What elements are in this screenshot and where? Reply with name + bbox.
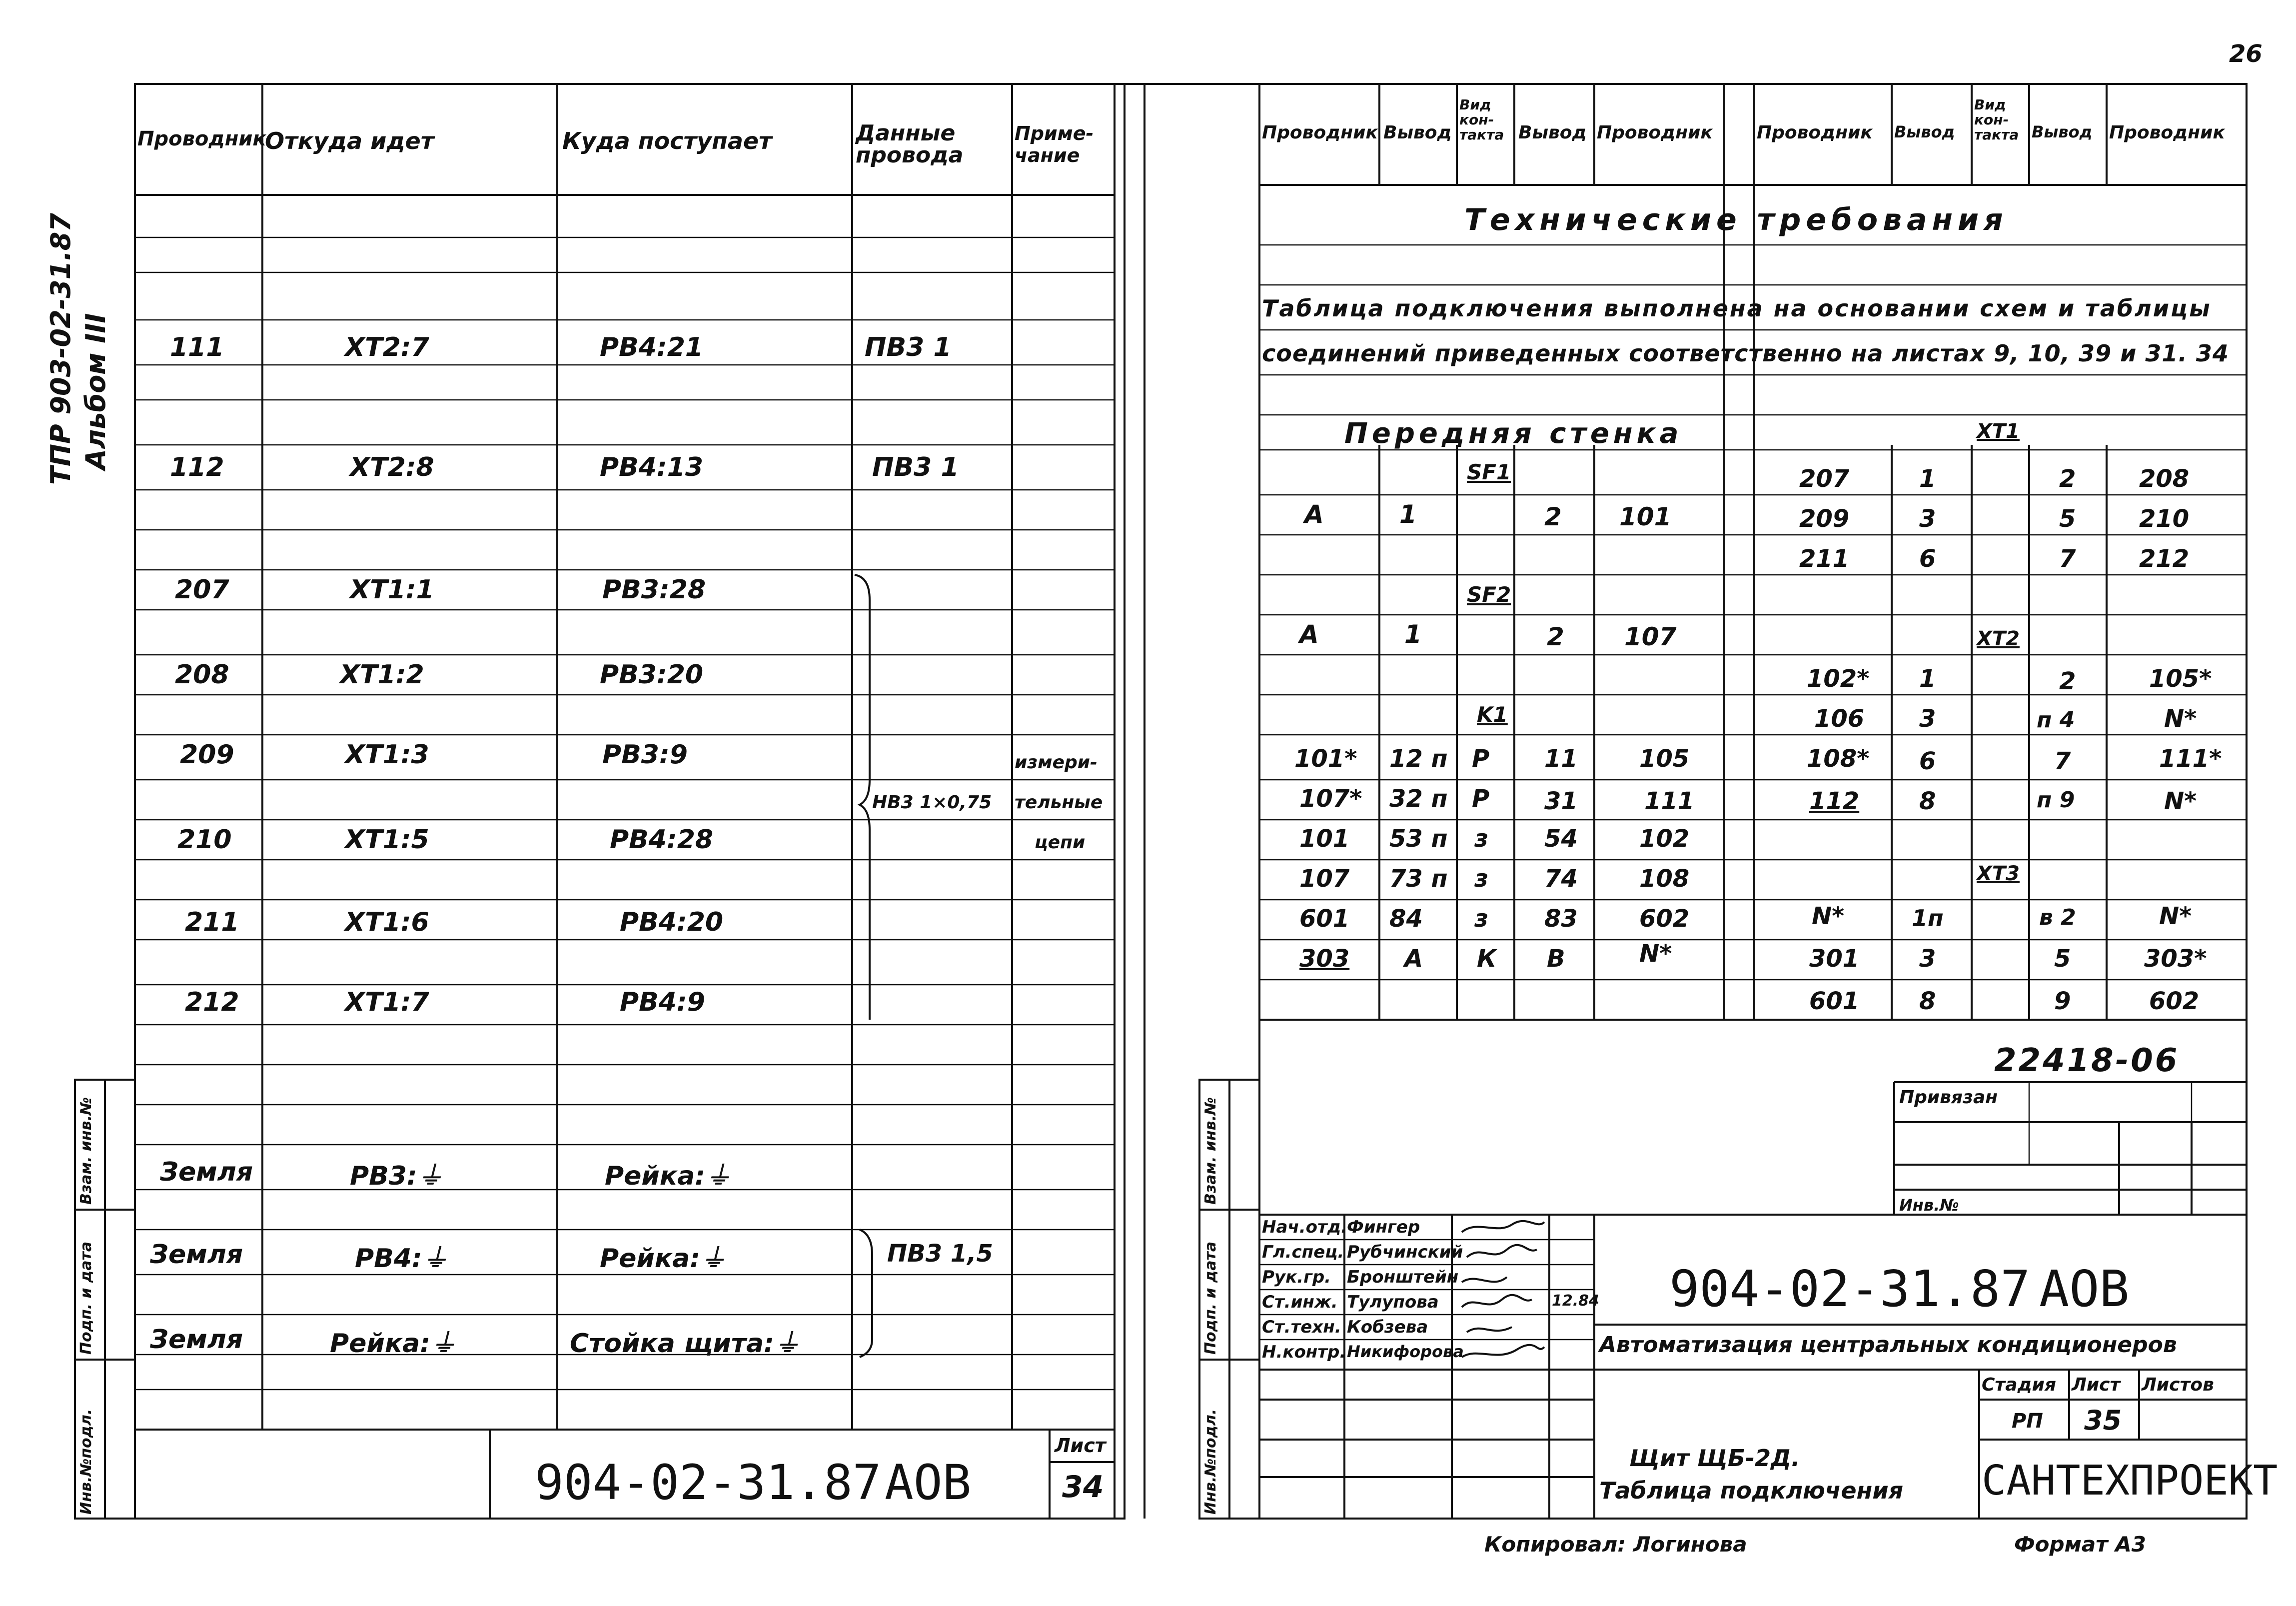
table-cell: 112 (1809, 787, 1860, 815)
table-cell: 212 (185, 987, 239, 1017)
table-cell: 73 п (1389, 865, 1448, 893)
role-label: Ст.техн. (1262, 1317, 1341, 1337)
table-cell: з (1474, 905, 1488, 933)
table-cell: 111* (2159, 745, 2222, 773)
table-cell: 1 (1919, 465, 1936, 493)
table-cell: 3 (1919, 945, 1936, 973)
table-cell: В (1547, 945, 1565, 973)
header-wire-data: Данные провода (856, 120, 964, 168)
organization-name: САНТЕХПРОЕКТ (1982, 1457, 2278, 1505)
table-cell: Р (1472, 745, 1490, 773)
table-cell: N* (2164, 705, 2197, 733)
table-cell: 102* (1807, 665, 1870, 693)
left-stamp-sheet-label: Лист (1055, 1435, 1106, 1457)
table-cell: PB3:⏚ (350, 1161, 443, 1191)
table-cell: N* (2159, 902, 2192, 930)
tech-text-line2: соединений приведенных соответственно на листах 9, 10, 39 и 31. 34 (1262, 340, 2229, 367)
header-from: Откуда идет (265, 127, 434, 154)
table-cell: Земля (150, 1240, 243, 1270)
table-cell: 5 (2059, 505, 2076, 533)
rh-col-2: Вывод (1383, 122, 1452, 143)
left-stamp-sheet-number: 34 (1062, 1470, 1104, 1505)
table-cell: 9 (2054, 987, 2071, 1015)
group-wire-note: тельные (1015, 792, 1103, 813)
table-cell: 3 (1919, 705, 1936, 733)
table-cell: Земля (150, 1325, 243, 1355)
table-cell: 209 (1799, 505, 1850, 533)
tech-text-line1: Таблица подключения выполнена на основании схем и таблицы (1262, 295, 2212, 322)
table-cell: PB3:9 (602, 740, 688, 770)
table-cell: 108* (1807, 745, 1870, 773)
left-stamp-code: 904-02-31.87 (535, 1455, 882, 1511)
table-cell: 105 (1639, 745, 1690, 773)
sheet-value: 35 (2084, 1405, 2122, 1436)
inv-label: Инв.№ (1899, 1196, 1959, 1215)
table-cell: 2 (2059, 667, 2076, 695)
rh-col-5: Проводник (1597, 122, 1713, 143)
table-cell: 54 (1544, 825, 1578, 853)
table-cell: XT1:7 (345, 987, 429, 1017)
tech-requirements-title: Технические требования (1464, 202, 2008, 237)
table-cell: п 9 (2037, 787, 2075, 813)
person-name: Кобзева (1347, 1317, 1428, 1337)
table-cell: 211 (1799, 545, 1850, 573)
table-cell: Земля (160, 1157, 253, 1187)
table-cell: PB4:20 (620, 907, 724, 937)
doc-title-line1: Щит ЩБ-2Д. (1629, 1445, 1800, 1472)
table-cell: 1 (1404, 620, 1422, 649)
table-cell: 2 (1547, 622, 1564, 651)
person-name: Тулупова (1347, 1292, 1439, 1312)
table-cell: 112 (170, 452, 224, 482)
rh-col-8: Вид кон- такта (1974, 96, 2019, 143)
stage-value: РП (2012, 1410, 2043, 1433)
front-wall-title: Передняя стенка (1344, 417, 1683, 450)
table-cell: 208 (2139, 465, 2190, 493)
table-cell: 602 (2149, 987, 2200, 1015)
table-cell: 2 (1544, 502, 1562, 531)
role-label: Н.контр. (1262, 1342, 1346, 1362)
stamp-label-replace-right: Взам. инв.№ (1202, 1097, 1219, 1205)
person-name: Бронштейн (1347, 1267, 1459, 1287)
table-cell: 601 (1299, 905, 1350, 933)
stamp-label-inv: Инв.№подл. (77, 1409, 95, 1515)
table-cell: з (1474, 825, 1488, 853)
label-xt3: XT3 (1977, 862, 2020, 885)
table-cell: 207 (175, 575, 229, 605)
table-cell: 601 (1809, 987, 1860, 1015)
sheet-label: Лист (2072, 1375, 2121, 1395)
rh-col-9: Вывод (2032, 122, 2093, 141)
table-cell: 8 (1919, 787, 1936, 815)
table-cell: XT2:7 (345, 332, 429, 362)
rh-col-4: Вывод (1518, 122, 1587, 143)
table-cell: 208 (175, 660, 229, 690)
table-cell: 74 (1544, 865, 1578, 893)
person-name: Рубчинский (1347, 1242, 1463, 1262)
table-cell: N* (1639, 940, 1672, 968)
table-cell: XT1:2 (340, 660, 424, 690)
table-cell: А (1404, 945, 1423, 973)
stamp-label-sign: Подп. и дата (77, 1241, 95, 1355)
title-code: 904-02-31.87 (1669, 1260, 2031, 1318)
page-number: 26 (2229, 40, 2263, 68)
table-cell: PB4:13 (600, 452, 704, 482)
table-cell: 3 (1919, 505, 1936, 533)
bound-label: Привязан (1899, 1087, 1998, 1108)
role-label: Ст.инж. (1262, 1292, 1338, 1312)
table-cell: 210 (177, 825, 232, 855)
table-cell: 209 (180, 740, 234, 770)
table-cell: ПВ3 1 (865, 332, 952, 362)
table-cell: 2 (2059, 465, 2076, 493)
side-label-line1: ТПР 903-02-31.87 (45, 213, 76, 485)
table-cell: в 2 (2039, 905, 2076, 930)
table-cell: 212 (2139, 545, 2190, 573)
rh-col-1: Проводник (1262, 122, 1378, 143)
table-cell: ПВ3 1 (872, 452, 959, 482)
table-cell: измери- (1015, 752, 1098, 773)
table-cell: 1п (1912, 905, 1944, 932)
table-cell: 83 (1544, 905, 1578, 933)
table-cell: 7 (2054, 747, 2071, 775)
label-k1: K1 (1477, 702, 1508, 727)
rh-col-7: Вывод (1894, 122, 1955, 141)
table-cell: Рейка:⏚ (600, 1244, 726, 1274)
table-cell: XT1:1 (350, 575, 434, 605)
left-stamp-suffix: АОВ (885, 1455, 972, 1511)
label-sf2: SF2 (1467, 582, 1511, 607)
table-cell: 101 (1299, 825, 1350, 853)
table-cell: PB4:⏚ (355, 1244, 448, 1274)
table-cell: з (1474, 865, 1488, 893)
order-number: 22418-06 (1994, 1042, 2180, 1079)
table-cell: 6 (1919, 747, 1936, 775)
table-cell: 84 (1389, 905, 1423, 933)
format-label: Формат А3 (2014, 1532, 2146, 1557)
rh-col-6: Проводник (1757, 122, 1873, 143)
table-cell: 107* (1299, 785, 1362, 813)
label-sf1: SF1 (1467, 460, 1511, 484)
table-cell: 303* (2144, 945, 2207, 973)
stamp-label-replace: Взам. инв.№ (77, 1097, 95, 1205)
table-cell: XT1:6 (345, 907, 429, 937)
table-cell: XT1:5 (345, 825, 429, 855)
table-cell: 1 (1919, 665, 1936, 693)
header-conductor: Проводник (137, 127, 266, 150)
table-cell: 107 (1624, 622, 1677, 651)
label-xt1: XT1 (1977, 420, 2020, 443)
table-cell: PB4:21 (600, 332, 704, 362)
table-cell: ПВ3 1,5 (887, 1240, 993, 1268)
table-cell: PB4:28 (610, 825, 714, 855)
table-cell: A (1304, 500, 1324, 529)
role-label: Гл.спец. (1262, 1242, 1344, 1262)
table-cell: 6 (1919, 545, 1936, 573)
table-cell: 101 (1619, 502, 1672, 531)
doc-title-line2: Таблица подключения (1599, 1477, 1904, 1504)
rh-col-3: Вид кон- такта (1459, 96, 1504, 143)
copied-by: Копировал: Логинова (1484, 1532, 1747, 1557)
table-cell: 7 (2059, 545, 2076, 573)
table-cell: XT2:8 (350, 452, 434, 482)
header-note: Приме- чание (1015, 122, 1094, 166)
table-cell: Р (1472, 785, 1490, 813)
rh-col-10: Проводник (2109, 122, 2225, 143)
role-label: Рук.гр. (1262, 1267, 1331, 1287)
title-suffix: АОВ (2039, 1260, 2130, 1318)
table-cell: 107 (1299, 865, 1350, 893)
table-cell: 12 п (1389, 745, 1448, 773)
table-cell: цепи (1035, 832, 1086, 853)
stamp-label-sign-right: Подп. и дата (1202, 1241, 1219, 1355)
sign-date: 12.84 (1552, 1292, 1599, 1310)
table-cell: Рейка:⏚ (605, 1161, 731, 1191)
side-label-line2: Альбом III (80, 313, 111, 470)
person-name: Никифорова (1347, 1342, 1464, 1361)
table-cell: 31 (1544, 787, 1578, 815)
table-cell: 303 (1299, 945, 1350, 973)
table-cell: 8 (1919, 987, 1936, 1015)
table-cell: XT1:3 (345, 740, 429, 770)
table-cell: N* (2164, 787, 2197, 815)
table-cell: 108 (1639, 865, 1690, 893)
table-cell: N* (1812, 902, 1845, 930)
table-cell: 53 п (1389, 825, 1448, 853)
table-cell: 11 (1544, 745, 1578, 773)
stamp-label-inv-right: Инв.№подл. (1202, 1409, 1219, 1515)
table-cell: 301 (1809, 945, 1860, 973)
table-cell: 5 (2054, 945, 2071, 973)
table-cell: PB4:9 (620, 987, 705, 1017)
table-cell: 1 (1399, 500, 1417, 529)
table-cell: К (1477, 945, 1497, 973)
label-xt2: XT2 (1977, 627, 2020, 650)
table-cell: 211 (185, 907, 239, 937)
header-to: Куда поступает (562, 127, 772, 154)
signature-scribbles (1452, 1215, 1549, 1365)
table-cell: 32 п (1389, 785, 1448, 813)
table-cell: п 4 (2037, 707, 2075, 733)
table-cell: 106 (1814, 705, 1865, 733)
person-name: Фингер (1347, 1217, 1420, 1237)
table-cell: 102 (1639, 825, 1690, 853)
table-cell: 111 (170, 332, 224, 362)
table-cell: 111 (1644, 787, 1695, 815)
stage-label: Стадия (1982, 1375, 2056, 1395)
table-cell: 602 (1639, 905, 1690, 933)
role-label: Нач.отд. (1262, 1217, 1348, 1237)
table-cell: Стойка щита:⏚ (570, 1329, 800, 1359)
sheets-label: Листов (2142, 1375, 2214, 1395)
table-cell: PB3:28 (602, 575, 706, 605)
table-cell: PB3:20 (600, 660, 704, 690)
table-cell: Рейка:⏚ (330, 1329, 456, 1359)
project-title: Автоматизация центральных кондиционеров (1599, 1332, 2177, 1358)
table-cell: 101* (1294, 745, 1357, 773)
table-cell: 210 (2139, 505, 2190, 533)
group-wire-data: НВ3 1×0,75 (872, 792, 992, 813)
table-cell: 207 (1799, 465, 1850, 493)
table-cell: A (1299, 620, 1319, 649)
table-cell: 105* (2149, 665, 2212, 693)
